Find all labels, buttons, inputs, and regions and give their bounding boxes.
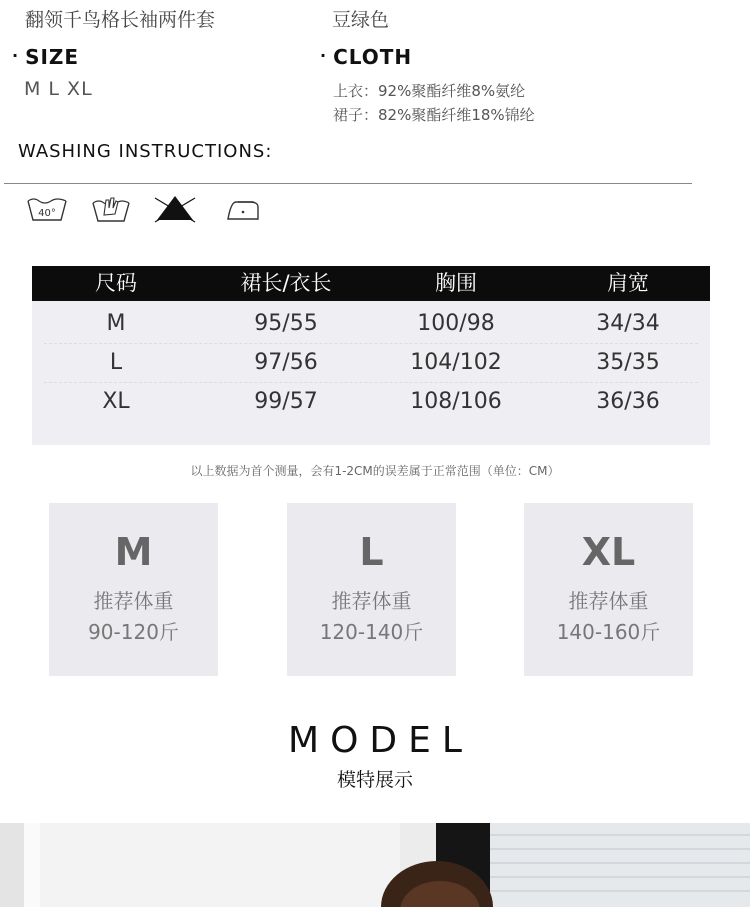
header-bust: 胸围 bbox=[435, 271, 477, 295]
recommend-card-xl bbox=[524, 503, 693, 676]
model-title: MODEL bbox=[288, 720, 473, 761]
cloth-heading bbox=[320, 45, 412, 69]
size-heading bbox=[12, 45, 79, 69]
header-length: 裙长/衣长 bbox=[240, 271, 332, 295]
cloth-skirt-material: 裙子：82%聚酯纤维18%锦纶 bbox=[333, 106, 535, 124]
model-subtitle: 模特展示 bbox=[336, 769, 413, 791]
table-row bbox=[32, 350, 710, 390]
cloth-bullet: · bbox=[320, 46, 328, 65]
cell-length: 95/55 bbox=[254, 311, 318, 336]
header-size: 尺码 bbox=[95, 271, 137, 295]
recommend-card-l bbox=[287, 503, 456, 676]
divider bbox=[4, 183, 692, 184]
cell-bust: 104/102 bbox=[410, 350, 502, 375]
recommend-card-m bbox=[49, 503, 218, 676]
washing-title: WASHING INSTRUCTIONS: bbox=[18, 141, 273, 162]
cell-shoulder: 35/35 bbox=[596, 350, 660, 375]
wash-40-icon bbox=[24, 192, 70, 226]
product-color: 豆绿色 bbox=[332, 9, 390, 31]
header-shoulder: 肩宽 bbox=[607, 271, 649, 295]
cloth-top-material: 上衣：92%聚酯纤维8%氨纶 bbox=[333, 82, 526, 100]
model-photo-image bbox=[0, 823, 750, 907]
cell-size: L bbox=[109, 350, 123, 375]
cloth-title: CLOTH bbox=[333, 45, 413, 69]
card-size: XL bbox=[581, 530, 636, 574]
cell-length: 97/56 bbox=[254, 350, 318, 375]
measurement-note: 以上数据为首个测量，会有1-2CM的误差属于正常范围（单位：CM） bbox=[190, 464, 560, 478]
card-weight-range: 120-140斤 bbox=[319, 620, 424, 644]
card-weight-range: 140-160斤 bbox=[556, 620, 661, 644]
cell-size: XL bbox=[102, 389, 130, 414]
table-row bbox=[32, 389, 710, 429]
product-name: 翻领千鸟格长袖两件套 bbox=[25, 9, 216, 31]
wash-temperature: 40° bbox=[38, 208, 56, 219]
card-label: 推荐体重 bbox=[568, 589, 649, 613]
row-separator bbox=[44, 343, 698, 344]
card-label: 推荐体重 bbox=[331, 589, 412, 613]
cell-bust: 108/106 bbox=[410, 389, 502, 414]
card-size: L bbox=[359, 530, 384, 574]
hand-wash-icon bbox=[88, 192, 134, 226]
card-weight-range: 90-120斤 bbox=[88, 620, 179, 644]
model-photo bbox=[0, 823, 750, 907]
cell-bust: 100/98 bbox=[417, 311, 495, 336]
card-label: 推荐体重 bbox=[93, 589, 174, 613]
no-bleach-icon bbox=[152, 192, 198, 226]
table-row bbox=[32, 311, 710, 351]
size-title: SIZE bbox=[25, 45, 80, 69]
table-header bbox=[32, 266, 710, 301]
row-separator bbox=[44, 382, 698, 383]
size-table bbox=[32, 266, 710, 445]
cell-size: M bbox=[106, 311, 126, 336]
card-size: M bbox=[114, 530, 153, 574]
cell-shoulder: 34/34 bbox=[596, 311, 660, 336]
cell-length: 99/57 bbox=[254, 389, 318, 414]
size-values: M L XL bbox=[24, 78, 93, 100]
size-bullet: · bbox=[12, 46, 20, 65]
iron-icon bbox=[220, 192, 266, 226]
cell-shoulder: 36/36 bbox=[596, 389, 660, 414]
